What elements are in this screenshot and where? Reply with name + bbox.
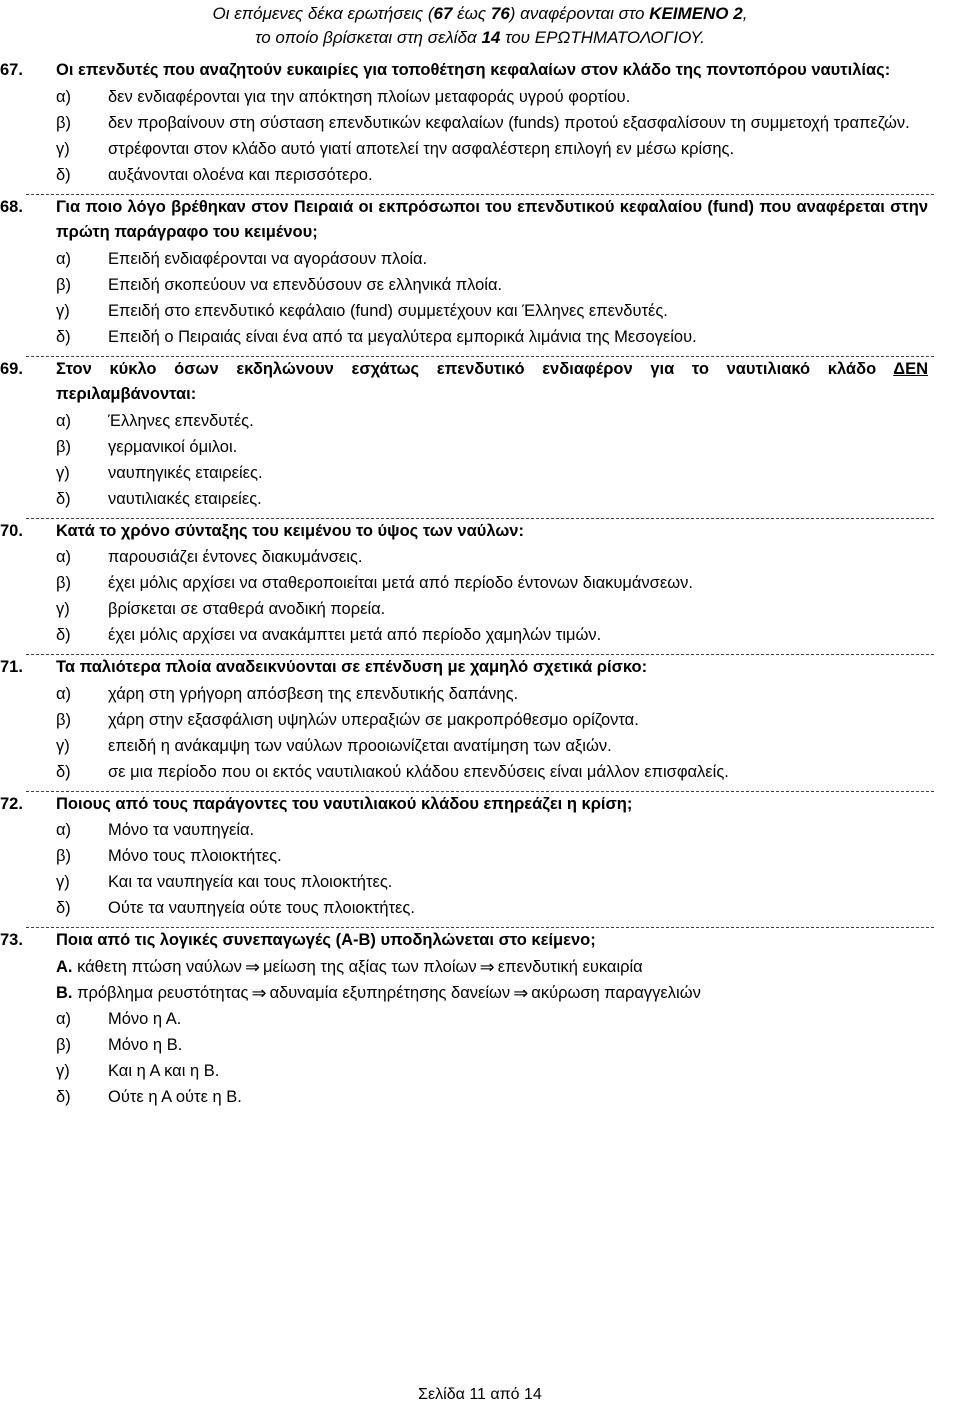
question-stem (0, 655, 928, 681)
question-text: Ποιους από τους παράγοντες του ναυτιλιακού κλάδου επηρεάζει η κρίση; (56, 794, 633, 813)
option-text: Επειδή σκοπεύουν να επενδύσουν σε ελληνικά πλοία. (108, 275, 503, 294)
option-label: β) (56, 847, 71, 865)
option-label: δ) (56, 327, 71, 346)
question-number: 69. (0, 359, 23, 378)
question-emphasis: ΔΕΝ (893, 359, 928, 378)
statement-part: επενδυτική ευκαιρία (497, 957, 643, 976)
header-bold: 14 (481, 28, 501, 47)
option-text: αυξάνονται ολοένα και περισσότερο. (108, 165, 373, 184)
option-label: γ) (56, 301, 70, 320)
option-text: Μόνο τους πλοιοκτήτες. (108, 847, 282, 865)
implies-arrow-icon: ⇒ (244, 956, 261, 977)
statement-a (56, 954, 928, 980)
question-67 (0, 58, 960, 188)
question-number: 70. (0, 521, 23, 540)
option-text: έχει μόλις αρχίσει να σταθεροποιείται μετά από περίοδο έντονων διακυμάνσεων. (108, 574, 693, 592)
option-c[interactable] (56, 869, 928, 895)
option-a[interactable] (56, 681, 928, 707)
option-a[interactable] (56, 544, 928, 570)
option-text: έχει μόλις αρχίσει να ανακάμπτει μετά από περίοδο χαμηλών τιμών. (108, 626, 602, 644)
page-footer: Σελίδα 11 από 14 (418, 1386, 542, 1403)
option-label: γ) (56, 736, 70, 755)
option-label: δ) (56, 489, 71, 508)
option-a[interactable] (56, 246, 928, 272)
option-label: δ) (56, 762, 71, 781)
question-number: 72. (0, 794, 23, 813)
statement-label: Α. (56, 957, 73, 976)
option-d[interactable] (56, 324, 928, 350)
option-text: ναυπηγικές εταιρείες. (108, 463, 263, 482)
option-a[interactable] (56, 408, 928, 434)
option-b[interactable] (56, 110, 928, 136)
option-text: Μόνο η Α. (108, 1009, 182, 1028)
question-text: Τα παλιότερα πλοία αναδεικνύονται σε επένδυση με χαμηλό σχετικά ρίσκο: (56, 658, 648, 676)
question-text: Κατά το χρόνο σύνταξης του κειμένου το ύψος των ναύλων: (56, 521, 524, 540)
option-label: β) (56, 710, 71, 729)
option-label: β) (56, 437, 71, 456)
option-text: σε μια περίοδο που οι εκτός ναυτιλιακού κλάδου επενδύσεις είναι μάλλον επισφαλείς. (108, 762, 729, 781)
question-number: 67. (0, 61, 23, 79)
option-label: β) (56, 1035, 71, 1054)
question-68 (0, 195, 960, 350)
option-text: Και τα ναυπηγεία και τους πλοιοκτήτες. (108, 873, 393, 891)
option-b[interactable] (56, 272, 928, 298)
option-label: γ) (56, 139, 70, 158)
option-a[interactable] (56, 1006, 928, 1032)
option-text: Επειδή στο επενδυτικό κεφάλαιο (fund) συμμετέχουν και Έλληνες επενδυτές. (108, 301, 668, 320)
option-c[interactable] (56, 298, 928, 324)
question-71 (0, 655, 960, 785)
option-d[interactable] (56, 486, 928, 512)
option-label: δ) (56, 899, 71, 917)
option-text: Ούτε η Α ούτε η Β. (108, 1087, 242, 1106)
option-label: β) (56, 113, 71, 132)
header-text: το οποίο βρίσκεται στη σελίδα (255, 28, 482, 47)
option-label: γ) (56, 600, 70, 618)
question-70 (0, 519, 960, 649)
statement-part: πρόβλημα ρευστότητας (77, 983, 249, 1002)
option-b[interactable] (56, 843, 928, 869)
header-text: ) αναφέρονται στο (509, 4, 650, 23)
option-c[interactable] (56, 596, 928, 622)
option-text: Μόνο η Β. (108, 1035, 183, 1054)
question-stem (0, 58, 928, 84)
option-b[interactable] (56, 1032, 928, 1058)
option-text: ναυτιλιακές εταιρείες. (108, 489, 262, 508)
statement-part: κάθετη πτώση ναύλων (77, 957, 242, 976)
implies-arrow-icon: ⇒ (251, 982, 267, 1003)
header-bold: ΚΕΙΜΕΝΟ (649, 4, 729, 23)
question-stem (0, 519, 928, 545)
header-bold: 67 (433, 4, 453, 23)
question-list (0, 58, 960, 1110)
option-a[interactable] (56, 817, 928, 843)
option-text: γερμανικοί όμιλοι. (108, 437, 238, 456)
option-text: Επειδή ενδιαφέρονται να αγοράσουν πλοία. (108, 249, 428, 268)
option-label: α) (56, 1009, 72, 1028)
option-label: α) (56, 821, 72, 839)
option-text: Επειδή ο Πειραιάς είναι ένα από τα μεγαλύτερα εμπορικά λιμάνια της Μεσογείου. (108, 327, 697, 346)
option-text: παρουσιάζει έντονες διακυμάνσεις. (108, 548, 363, 566)
option-label: α) (56, 249, 72, 268)
option-text: Και η Α και η Β. (108, 1061, 220, 1080)
question-stem (0, 357, 928, 408)
question-number: 71. (0, 658, 23, 676)
option-c[interactable] (56, 460, 928, 486)
option-label: δ) (56, 165, 71, 184)
option-text: βρίσκεται σε σταθερά ανοδική πορεία. (108, 600, 386, 618)
question-number: 68. (0, 197, 23, 216)
statement-b (56, 980, 928, 1006)
question-text: Για ποιο λόγο βρέθηκαν στον Πειραιά οι εκπρόσωποι του επενδυτικού κεφαλαίου (fund) που αναφέρεται στην πρώτη παράγραφο του κειμένου; (56, 197, 928, 241)
header-bold: 2 (733, 4, 743, 23)
header-text: Οι επόμενες δέκα ερωτήσεις ( (212, 4, 434, 23)
option-text: δεν ενδιαφέρονται για την απόκτηση πλοίων μεταφοράς υγρού φορτίου. (108, 87, 631, 106)
option-label: γ) (56, 873, 70, 891)
question-text: περιλαμβάνονται: (56, 385, 197, 403)
question-69 (0, 357, 960, 512)
question-number: 73. (0, 931, 23, 949)
option-c[interactable] (56, 733, 928, 759)
option-text: Έλληνες επενδυτές. (108, 411, 254, 430)
option-text: χάρη στην εξασφάλιση υψηλών υπεραξιών σε μακροπρόθεσμο ορίζοντα. (108, 710, 639, 729)
statement-part: μείωση της αξίας των πλοίων (263, 957, 477, 976)
statement-part: ακύρωση παραγγελιών (531, 983, 701, 1002)
option-d[interactable] (56, 895, 928, 921)
option-text: Ούτε τα ναυπηγεία ούτε τους πλοιοκτήτες. (108, 899, 415, 917)
option-label: β) (56, 275, 71, 294)
implies-arrow-icon: ⇒ (479, 956, 495, 977)
question-text: Οι επενδυτές που αναζητούν ευκαιρίες για τοποθέτηση κεφαλαίων στον κλάδο της ποντοπόρου ναυτιλίας: (56, 61, 891, 79)
question-stem (0, 928, 928, 954)
question-stem (0, 195, 928, 246)
option-text: Μόνο τα ναυπηγεία. (108, 821, 255, 839)
option-label: α) (56, 548, 72, 566)
option-d[interactable] (56, 1084, 928, 1110)
option-label: γ) (56, 463, 70, 482)
option-b[interactable] (56, 434, 928, 460)
option-a[interactable] (56, 84, 928, 110)
option-b[interactable] (56, 570, 928, 596)
header-text: έως (452, 4, 491, 23)
statement-label: Β. (56, 983, 73, 1002)
option-c[interactable] (56, 136, 928, 162)
option-d[interactable] (56, 622, 928, 648)
option-c[interactable] (56, 1058, 928, 1084)
option-label: δ) (56, 626, 71, 644)
statement-part: αδυναμία εξυπηρέτησης δανείων (269, 983, 511, 1002)
option-label: β) (56, 574, 71, 592)
option-label: α) (56, 684, 72, 703)
option-label: α) (56, 411, 72, 430)
option-text: χάρη στη γρήγορη απόσβεση της επενδυτικής δαπάνης. (108, 684, 519, 703)
option-text: στρέφονται στον κλάδο αυτό γιατί αποτελεί την ασφαλέστερη επιλογή εν μέσω κρίσης. (108, 139, 735, 158)
option-label: γ) (56, 1061, 70, 1080)
header-bold: 76 (490, 4, 510, 23)
question-text: Ποια από τις λογικές συνεπαγωγές (Α-Β) υποδηλώνεται στο κείμενο; (56, 931, 596, 949)
header-text: , (742, 4, 748, 23)
header-text: του ΕΡΩΤΗΜΑΤΟΛΟΓΙΟΥ. (500, 28, 705, 47)
question-73 (0, 928, 960, 1110)
option-d[interactable] (56, 162, 928, 188)
question-text: Στον κύκλο όσων εκδηλώνουν εσχάτως επενδυτικό ενδιαφέρον για το ναυτιλιακό κλάδο (56, 359, 894, 378)
option-text: επειδή η ανάκαμψη των ναύλων προοιωνίζεται ανατίμηση των αξιών. (108, 736, 612, 755)
header-line-2 (0, 26, 960, 50)
option-d[interactable] (56, 759, 928, 785)
option-label: δ) (56, 1087, 71, 1106)
implies-arrow-icon: ⇒ (513, 982, 529, 1003)
option-text: δεν προβαίνουν στη σύσταση επενδυτικών κεφαλαίων (funds) προτού εξασφαλίσουν τη συμμετοχή τραπεζών. (108, 113, 910, 132)
header-line-1 (0, 2, 960, 26)
question-72 (0, 792, 960, 922)
option-b[interactable] (56, 707, 928, 733)
question-stem (0, 792, 928, 818)
page-header (0, 0, 960, 50)
option-label: α) (56, 87, 72, 106)
